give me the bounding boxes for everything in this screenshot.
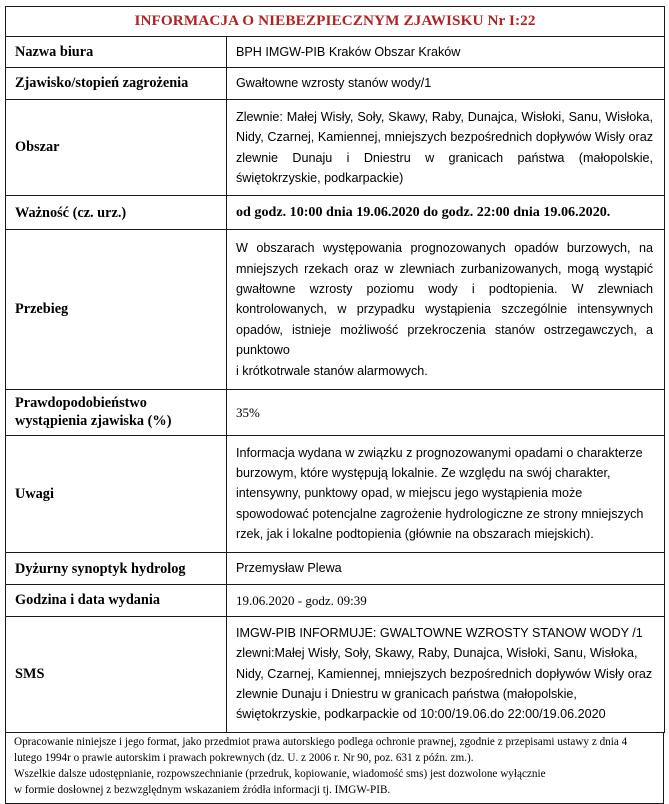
label-forecaster: Dyżurny synoptyk hydrolog bbox=[6, 553, 227, 584]
value-office: BPH IMGW-PIB Kraków Obszar Kraków bbox=[227, 37, 665, 68]
table-row-phenomenon bbox=[6, 68, 665, 99]
label-office: Nazwa biura bbox=[6, 37, 227, 68]
table-row-title bbox=[6, 7, 665, 37]
label-course: Przebieg bbox=[6, 230, 227, 390]
label-sms: SMS bbox=[6, 616, 227, 732]
label-area: Obszar bbox=[6, 99, 227, 196]
copyright-disclaimer bbox=[5, 732, 664, 804]
value-course bbox=[227, 230, 665, 390]
value-validity: od godz. 10:00 dnia 19.06.2020 do godz. 22:00 dnia 19.06.2020. bbox=[227, 196, 665, 230]
table-row-issue-datetime bbox=[6, 584, 665, 616]
value-course-paragraph-2: i krótkotrwale stanów alarmowych. bbox=[236, 363, 428, 378]
table-row-probability bbox=[6, 389, 665, 435]
table-row-area bbox=[6, 99, 665, 196]
value-remarks: Informacja wydana w związku z prognozowanymi opadami o charakterze burzowym, które występują lokalnie. Ze względu na swój charakter, intensywny, punktowy opad, w miejscu jego wystąpienia może spowodować potencjalne zagrożenie hydrologiczne ze strony mniejszych rzek, jak i lokalne podtopienia (głównie na obszarach miejskich). bbox=[227, 435, 665, 553]
label-validity: Ważność (cz. urz.) bbox=[6, 196, 227, 230]
disclaimer-line-2: Wszelkie dalsze udostępnianie, rozpowszechnianie (przedruk, kopiowanie, wiadomość sms) jest dozwolone wyłącznie bbox=[14, 767, 546, 780]
label-phenomenon: Zjawisko/stopień zagrożenia bbox=[6, 68, 227, 99]
value-probability: 35% bbox=[227, 389, 665, 435]
value-sms: IMGW-PIB INFORMUJE: GWALTOWNE WZROSTY STANOW WODY /1 zlewni:Małej Wisły, Soły, Skawy, Raby, Dunajca, Wisłoki, Sanu, Wisłoka, Nidy, Czarnej, Kamiennej, mniejszych bezpośrednich dopływów Wisły oraz zlewnie Dunaju i Dniestru w granicach państwa (małopolskie, świętokrzyskie, podkarpackie od 10:00/19.06.do 22:00/19.06.2020 bbox=[227, 616, 665, 732]
document-title: INFORMACJA O NIEBEZPIECZNYM ZJAWISKU Nr I:22 bbox=[6, 7, 665, 37]
label-issue-datetime: Godzina i data wydania bbox=[6, 584, 227, 616]
table-row-forecaster bbox=[6, 553, 665, 584]
table-row-validity bbox=[6, 196, 665, 230]
disclaimer-line-1: Opracowanie niniejsze i jego format, jako przedmiot prawa autorskiego podlega ochronie prawnej, zgodnie z przepisami ustawy z dnia 4 lutego 1994r o prawie autorskim i prawach pokrewnych (dz. U. z 2006 r. Nr 90, poz. 631 z późn. zm.). bbox=[14, 735, 628, 764]
table-row-remarks bbox=[6, 435, 665, 553]
value-phenomenon: Gwałtowne wzrosty stanów wody/1 bbox=[227, 68, 665, 99]
table-row-course bbox=[6, 230, 665, 390]
value-issue-datetime: 19.06.2020 - godz. 09:39 bbox=[227, 584, 665, 616]
value-area: Zlewnie: Małej Wisły, Soły, Skawy, Raby, Dunajca, Wisłoki, Sanu, Wisłoka, Nidy, Czarnej, Kamiennej, mniejszych bezpośrednich dopływów Wisły oraz zlewnie Dunaju i Dniestru w granicach państwa (małopolskie, świętokrzyskie, podkarpackie) bbox=[227, 99, 665, 196]
value-course-paragraph-1: W obszarach występowania prognozowanych opadów burzowych, na mniejszych rzekach oraz w zlewniach zurbanizowanych, mogą wystąpić gwałtowne wzrosty poziomu wody i podtopienia. W zlewniach kontrolowanych, w przypadku wystąpienia szczególnie intensywnych opadów, istnieje możliwość przekroczenia stanów ostrzegawczych, a punktowo bbox=[236, 241, 654, 358]
value-forecaster: Przemysław Plewa bbox=[227, 553, 665, 584]
label-probability: Prawdopodobieństwo wystąpienia zjawiska (%) bbox=[6, 389, 227, 435]
table-row-sms bbox=[6, 616, 665, 732]
disclaimer-line-3: w formie dosłownej z bezwzględnym wskazaniem źródła informacji tj. IMGW-PIB. bbox=[14, 783, 391, 796]
label-remarks: Uwagi bbox=[6, 435, 227, 553]
warning-table bbox=[5, 6, 665, 733]
table-row-office bbox=[6, 37, 665, 68]
